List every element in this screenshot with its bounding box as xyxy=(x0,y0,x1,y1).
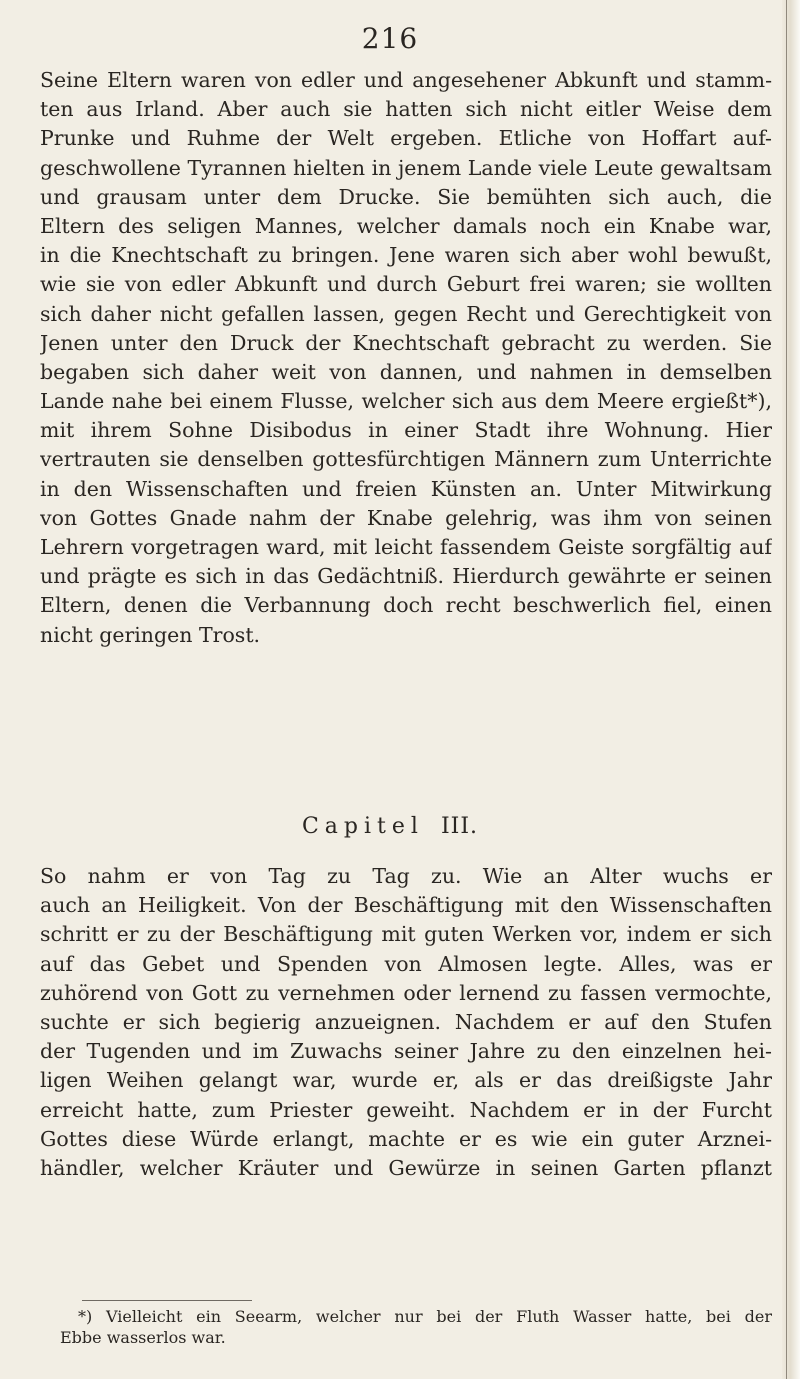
text-line: auf das Gebet und Spenden von Almosen legte. Alles, was er xyxy=(40,951,772,976)
chapter-heading xyxy=(0,814,780,839)
footnote-line: *) Vielleicht ein Seearm, welcher nur bei der Fluth Wasser hatte, bei der xyxy=(78,1307,772,1326)
text-line: geschwollene Tyrannen hielten in jenem Lande viele Leute gewaltsam xyxy=(40,155,772,180)
text-line: in die Knechtschaft zu bringen. Jene waren sich aber wohl bewußt, xyxy=(40,243,772,268)
text-line: wie sie von edler Abkunft und durch Geburt frei waren; sie wollten xyxy=(40,272,772,297)
footnote-divider xyxy=(82,1300,252,1301)
text-line: sich daher nicht gefallen lassen, gegen Recht und Gerechtigkeit von xyxy=(40,301,772,326)
text-line: Prunke und Ruhme der Welt ergeben. Etliche von Hoffart auf- xyxy=(40,126,772,151)
text-line: So nahm er von Tag zu Tag zu. Wie an Alter wuchs er xyxy=(40,864,772,888)
text-line: Jenen unter den Druck der Knechtschaft gebracht zu werden. Sie xyxy=(40,330,772,355)
text-line: ligen Weihen gelangt war, wurde er, als er das dreißigste Jahr xyxy=(40,1068,772,1093)
footnote-line: Ebbe wasserlos war. xyxy=(60,1328,226,1347)
text-line: Lehrern vorgetragen ward, mit leicht fassendem Geiste sorgfältig auf xyxy=(40,535,772,559)
text-line: zuhörend von Gott zu vernehmen oder lernend zu fassen vermochte, xyxy=(40,980,772,1005)
text-line: und prägte es sich in das Gedächtniß. Hierdurch gewährte er seinen xyxy=(40,564,772,589)
text-line: erreicht hatte, zum Priester geweiht. Nachdem er in der Furcht xyxy=(40,1097,772,1122)
text-line: Eltern, denen die Verbannung doch recht beschwerlich fiel, einen xyxy=(40,593,772,618)
text-line: händler, welcher Kräuter und Gewürze in seinen Garten pflanzt xyxy=(40,1155,772,1180)
text-line: begaben sich daher weit von dannen, und nahmen in demselben xyxy=(40,359,772,384)
text-line: Gottes diese Würde erlangt, machte er es wie ein guter Arznei- xyxy=(40,1126,772,1151)
text-line: nicht geringen Trost. xyxy=(40,622,261,647)
chapter-word: Capitel xyxy=(301,814,424,839)
text-line: mit ihrem Sohne Disibodus in einer Stadt ihre Wohnung. Hier xyxy=(40,418,772,443)
text-line: Eltern des seligen Mannes, welcher damals noch ein Knabe war, xyxy=(40,213,772,238)
text-line: in den Wissenschaften und freien Künsten an. Unter Mitwirkung xyxy=(40,476,772,501)
page-edge xyxy=(782,0,800,1379)
paragraph-1 xyxy=(40,66,772,650)
text-line: vertrauten sie denselben gottesfürchtigen Männern zum Unterrichte xyxy=(40,447,772,472)
text-line: von Gottes Gnade nahm der Knabe gelehrig, was ihm von seinen xyxy=(40,505,772,530)
text-line: Lande nahe bei einem Flusse, welcher sich aus dem Meere ergießt*), xyxy=(40,389,772,414)
text-line: Seine Eltern waren von edler und angesehener Abkunft und stamm- xyxy=(40,68,772,92)
text-line: schritt er zu der Beschäftigung mit guten Werken vor, indem er sich xyxy=(40,922,772,947)
paragraph-2 xyxy=(40,862,772,1183)
text-line: und grausam unter dem Drucke. Sie bemühten sich auch, die xyxy=(40,184,772,209)
text-line: ten aus Irland. Aber auch sie hatten sich nicht eitler Weise dem xyxy=(40,97,772,122)
text-line: suchte er sich begierig anzueignen. Nachdem er auf den Stufen xyxy=(40,1009,772,1034)
footnote xyxy=(60,1306,772,1348)
text-line: auch an Heiligkeit. Von der Beschäftigung mit den Wissenschaften xyxy=(40,893,772,918)
text-line: der Tugenden und im Zuwachs seiner Jahre zu den einzelnen hei- xyxy=(40,1039,772,1064)
chapter-numeral: III. xyxy=(440,814,479,839)
page-number: 216 xyxy=(361,22,419,55)
